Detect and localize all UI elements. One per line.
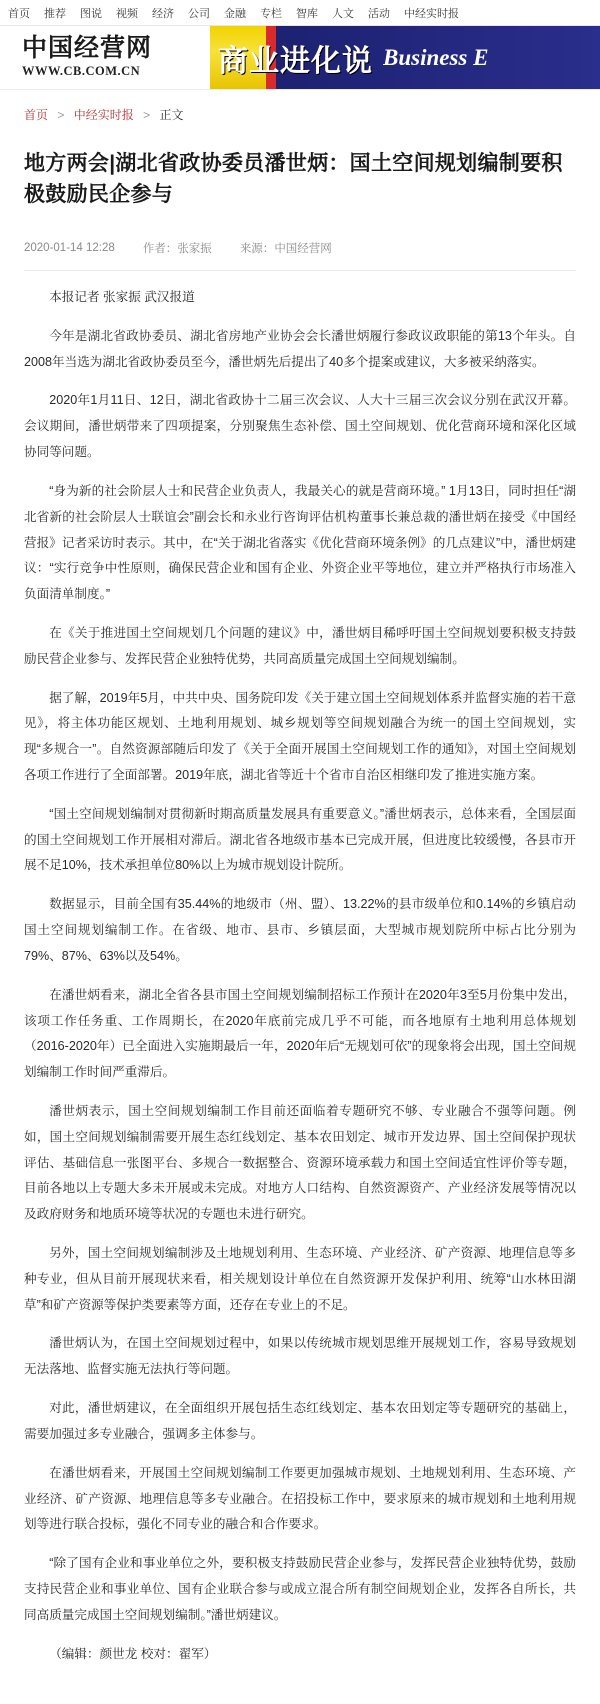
nav-item-7[interactable]: 专栏 [260, 7, 282, 20]
nav-item-2[interactable]: 图说 [80, 7, 102, 20]
top-navigation [0, 0, 600, 26]
nav-item-5[interactable]: 公司 [188, 7, 210, 20]
article-paragraph: 在《关于推进国土空间规划几个问题的建议》中，潘世炳目稀呼吁国土空间规划要积极支持鼓励民营企业参与、发挥民营企业独特优势，共同高质量完成国土空间规划编制。 [24, 625, 576, 666]
breadcrumb-home[interactable]: 首页 [24, 108, 49, 122]
article-paragraph: “除了国有企业和事业单位之外，要积极支持鼓励民营企业参与，发挥民营企业独特优势，鼓励支持民营企业和事业单位、国有企业联合参与或成立混合所有制空间规划企业，发挥各自所长，共同高质量完成国土空间规划编制。”潘世炳建议。 [24, 1556, 576, 1622]
article-paragraph: “身为新的社会阶层人士和民营企业负责人，我最关心的就是营商环境。” 1月13日，同时担任“湖北省新的社会阶层人士联谊会”副会长和永业行咨询评估机构董事长兼总裁的潘世炳在接受《中国经营报》记者采访时表示。其中，在“关于湖北省落实《优化营商环境条例》的几点建议”中，潘世炳建议：“实行竞争中性原则，确保民营企业和国有企业、外资企业平等地位，建立并严格执行市场准入负面清单制度。” [24, 483, 576, 602]
site-logo[interactable] [0, 26, 210, 89]
source-name: 中国经营网 [274, 243, 332, 255]
article-paragraph: 对此，潘世炳建议，在全面组织开展包括生态红线划定、基本农田划定等专题研究的基础上，需要加强过多专业融合，强调多主体参与。 [24, 1401, 576, 1441]
article-paragraph: 今年是湖北省政协委员、湖北省房地产业协会会长潘世炳履行参政议政职能的第13个年头。自2008年当选为湖北省政协委员至今，潘世炳先后提出了40多个提案或建议，大多被采纳落实。 [24, 328, 576, 369]
nav-item-1[interactable]: 推荐 [44, 7, 66, 20]
publish-date: 2020-01-14 12:28 [24, 242, 115, 254]
article-paragraph: “国土空间规划编制对贯彻新时期高质量发展具有重要意义。”潘世炳表示，总体来看，全国层面的国土空间规划工作开展相对滞后。湖北省各地级市基本已完成开展，但进度比较缓慢，各县市开展不足10%，技术承担单位80%以上为城市规划设计院所。 [24, 806, 576, 873]
breadcrumb-separator-1: > [57, 108, 65, 122]
author-name: 张家振 [177, 243, 212, 255]
article-meta [0, 224, 600, 266]
article-editor-note: （编辑：颜世龙 校对：翟军） [49, 1646, 217, 1661]
author-group [143, 240, 212, 256]
article-paragraph: 本报记者 张家振 武汉报道 [49, 290, 195, 304]
nav-item-0[interactable]: 首页 [8, 7, 30, 20]
article-paragraph: 在潘世炳看来，湖北全省各县市国土空间规划编制招标工作预计在2020年3至5月份集中发出，该项工作任务重、工作周期长，在2020年底前完成几乎不可能，而各地原有土地利用总体规划（2016-2020年）已全面进入实施期最后一年，2020年后“无规划可依”的现象将会出现，国土空间规划编制工作时间严重滞后。 [24, 987, 576, 1080]
logo-url-text: WWW.CB.COM.CN [22, 64, 141, 79]
nav-item-10[interactable]: 活动 [368, 7, 390, 20]
logo-main-text: 中国经营网 [22, 34, 153, 62]
banner-title-cn: 商业进化说 [218, 44, 373, 78]
article-paragraph: 2020年1月11日、12日，湖北省政协十二届三次会议、人大十三届三次会议分别在武汉开幕。会议期间，潘世炳带来了四项提案，分别聚焦生态补偿、国土空间规划、优化营商环境和深化区域协同等问题。 [24, 393, 576, 460]
nav-item-6[interactable]: 金融 [224, 7, 246, 20]
nav-item-8[interactable]: 智库 [296, 7, 318, 20]
article-paragraph: 数据显示，目前全国有35.44%的地级市（州、盟）、13.22%的县市级单位和0.14%的乡镇启动国土空间规划编制工作。在省级、地市、县市、乡镇层面，大型城市规划院所中标占比分别为79%、87%、63%以及54%。 [24, 897, 576, 963]
nav-item-3[interactable]: 视频 [116, 7, 138, 20]
source-label: 来源： [239, 243, 275, 255]
breadcrumb [0, 90, 600, 129]
breadcrumb-current: 正文 [159, 108, 184, 122]
nav-item-9[interactable]: 人文 [332, 7, 354, 20]
article-paragraph: 另外，国土空间规划编制涉及土地规划利用、生态环境、产业经济、矿产资源、地理信息等多种专业，但从目前开展现状来看，相关规划设计单位在自然资源开发保护利用、统筹“山水林田湖草”和矿产资源等保护类要素等方面，还存在专业上的不足。 [24, 1246, 576, 1312]
nav-item-11[interactable]: 中经实时报 [404, 7, 459, 20]
article-paragraph: 潘世炳认为，在国土空间规划过程中，如果以传统城市规划思维开展规划工作，容易导致规划无法落地、监督实施无法执行等问题。 [24, 1336, 576, 1377]
breadcrumb-section[interactable]: 中经实时报 [73, 108, 134, 122]
article-paragraph: 潘世炳表示，国土空间规划编制工作目前还面临着专题研究不够、专业融合不强等问题。例如，国土空间规划编制需要开展生态红线划定、基本农田划定、城市开发边界、国土空间保护现状评估、基础信息一张图平台、多规合一数据整合、资源环境承载力和国土空间适宜性评价等专题，目前各地以上专题大多未开展或未完成。对地方人口结构、自然资源资产、产业经济发展等情况以及政府财务和地质环境等状况的专题也未进行研究。 [24, 1103, 576, 1222]
author-label: 作者： [142, 243, 178, 255]
source-group [240, 240, 332, 256]
article-paragraph: 在潘世炳看来，开展国土空间规划编制工作要更加强城市规划、土地规划利用、生态环境、产业经济、矿产资源、地理信息等多专业融合。在招投标工作中，要求原来的城市规划和土地利用规划等进行联合投标，强化不同专业的融合和合作要求。 [24, 1465, 576, 1532]
page-title: 地方两会|湖北省政协委员潘世炳：国土空间规划编制要积极鼓励民企参与 [24, 152, 563, 206]
article-body [0, 271, 600, 1704]
banner-title-en: Business E [383, 44, 489, 70]
site-header [0, 26, 600, 90]
breadcrumb-separator-2: > [143, 108, 151, 122]
article-paragraph: 据了解，2019年5月，中共中央、国务院印发《关于建立国土空间规划体系并监督实施的若干意见》，将主体功能区规划、土地利用规划、城乡规划等空间规划融合为统一的国土空间规划，实现“多规合一”。自然资源部随后印发了《关于全面开展国土空间规划工作的通知》，对国土空间规划各项工作进行了全面部署。2019年底，湖北省等近十个省市自治区相继印发了推进实施方案。 [24, 690, 576, 782]
header-banner-ad[interactable] [210, 26, 600, 89]
nav-item-4[interactable]: 经济 [152, 7, 174, 20]
